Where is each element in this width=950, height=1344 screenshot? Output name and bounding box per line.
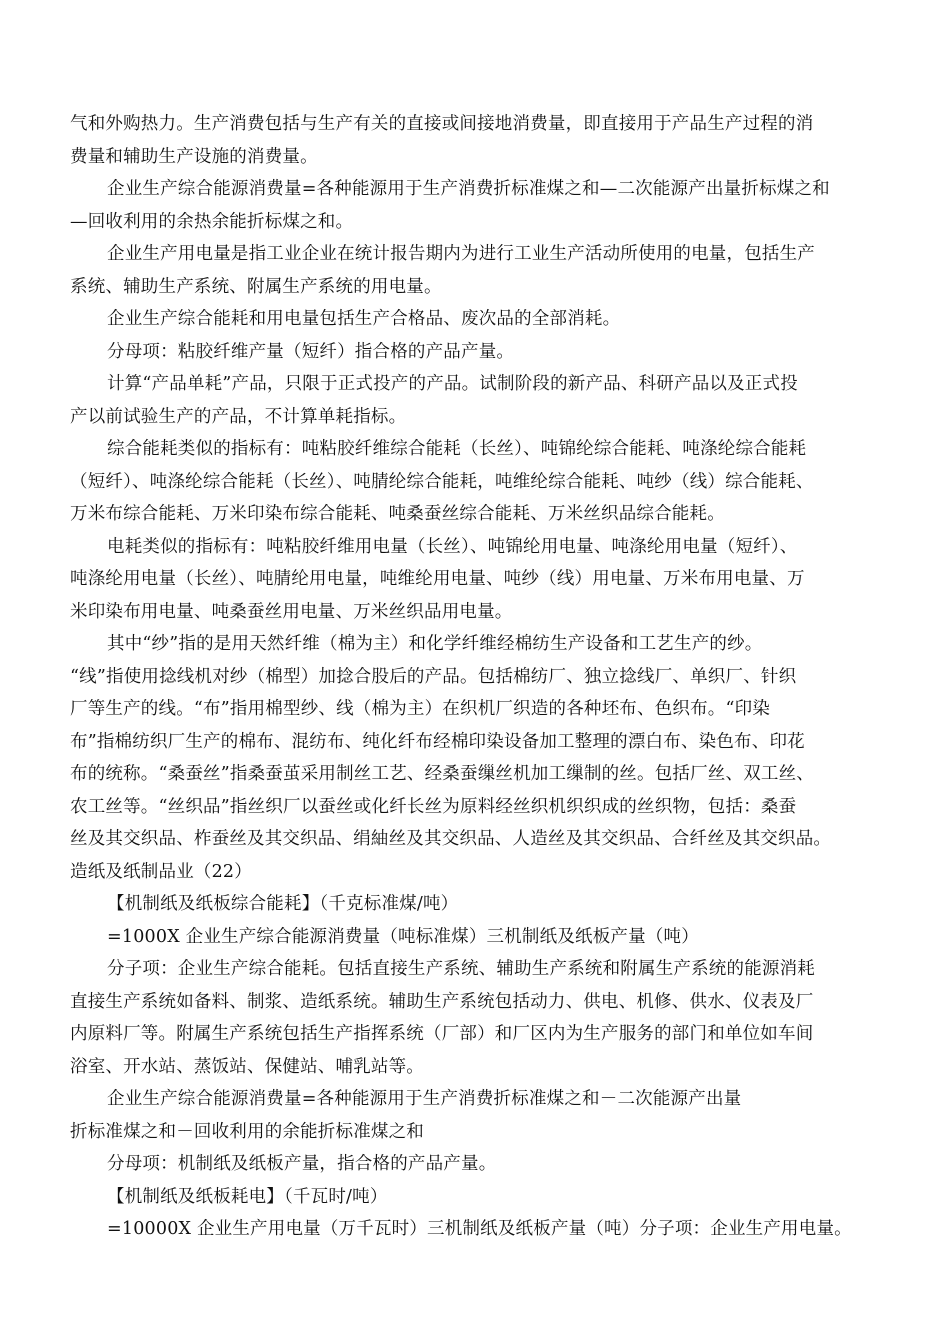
text-line: 厂等生产的线。“布”指用棉型纱、线（棉为主）在织机厂织造的各种坯布、色织布。“印染 xyxy=(70,699,771,719)
text-line: 布的统称。“桑蚕丝”指桑蚕茧采用制丝工艺、经桑蚕缫丝机加工缫制的丝。包括厂丝、双工丝、 xyxy=(70,764,814,784)
text-line: 农工丝等。“丝织品”指丝织厂以蚕丝或化纤长丝为原料经丝织机织织成的丝织物，包括：桑蚕 xyxy=(70,796,797,817)
text-line: 浴室、开水站、蒸饭站、保健站、哺乳站等。 xyxy=(70,1056,424,1077)
text-line: “线”指使用捻线机对纱（棉型）加捻合股后的产品。包括棉纺厂、独立捻线厂、单织厂、针织 xyxy=(70,666,797,687)
text-line: 内原料厂等。附属生产系统包括生产指挥系统（厂部）和厂区内为生产服务的部门和单位如车间 xyxy=(70,1024,814,1044)
text-line: 万米布综合能耗、万米印染布综合能耗、吨桑蚕丝综合能耗、万米丝织品综合能耗。 xyxy=(70,504,725,524)
text-line: 企业生产综合能源消费量=各种能源用于生产消费折标准煤之和—二次能源产出量折标煤之和 xyxy=(107,179,830,199)
text-line: 布”指棉纺织厂生产的棉布、混纺布、纯化纤布经棉印染设备加工整理的漂白布、染色布、印花 xyxy=(70,731,805,752)
text-line: 分母项：粘胶纤维产量（短纤）指合格的产品产量。 xyxy=(107,341,515,362)
formula: =10000X 企业生产用电量（万千瓦时）三机制纸及纸板产量（吨）分子项：企业生产用电量。 xyxy=(107,1219,852,1239)
text-line: 分子项：企业生产综合能耗。包括直接生产系统、辅助生产系统和附属生产系统的能源消耗 xyxy=(107,959,815,979)
text-line: 企业生产综合能耗和用电量包括生产合格品、废次品的全部消耗。 xyxy=(107,309,621,329)
body-text xyxy=(70,108,900,1246)
text-line: 综合能耗类似的指标有：吨粘胶纤维综合能耗（长丝）、吨锦纶综合能耗、吨涤纶综合能耗 xyxy=(107,439,807,459)
formula-title: 【机制纸及纸板耗电】（千瓦时/吨） xyxy=(107,1186,388,1207)
formula-title: 【机制纸及纸板综合能耗】（千克标准煤/吨） xyxy=(107,894,459,914)
formula: =1000X 企业生产综合能源消费量（吨标准煤）三机制纸及纸板产量（吨） xyxy=(107,926,699,947)
text-line: （短纤）、吨涤纶综合能耗（长丝）、吨腈纶综合能耗，吨维纶综合能耗、吨纱（线）综合能耗、 xyxy=(70,471,814,492)
text-line: 计算“产品单耗”产品，只限于正式投产的产品。试制阶段的新产品、科研产品以及正式投 xyxy=(107,374,798,394)
text-line: 费量和辅助生产设施的消费量。 xyxy=(70,146,318,167)
text-line: 产以前试验生产的产品，不计算单耗指标。 xyxy=(70,406,407,427)
text-line: 系统、辅助生产系统、附属生产系统的用电量。 xyxy=(70,276,442,297)
text-line: 气和外购热力。生产消费包括与生产有关的直接或间接地消费量，即直接用于产品生产过程的消 xyxy=(70,114,814,134)
text-line: 企业生产综合能源消费量=各种能源用于生产消费折标准煤之和－二次能源产出量 xyxy=(107,1089,742,1109)
text-line: —回收利用的余热余能折标煤之和。 xyxy=(70,211,354,232)
text-line: 直接生产系统如备料、制浆、造纸系统。辅助生产系统包括动力、供电、机修、供水、仪表及厂 xyxy=(70,991,814,1012)
text-line: 丝及其交织品、柞蚕丝及其交织品、绢紬丝及其交织品、人造丝及其交织品、合纤丝及其交织品。 xyxy=(70,829,832,849)
text-line: 企业生产用电量是指工业企业在统计报告期内为进行工业生产活动所使用的电量，包括生产 xyxy=(107,244,815,264)
text-line: 吨涤纶用电量（长丝）、吨腈纶用电量，吨维纶用电量、吨纱（线）用电量、万米布用电量、万 xyxy=(70,569,805,589)
section-heading: 造纸及纸制品业（22） xyxy=(70,861,252,882)
text-line: 电耗类似的指标有：吨粘胶纤维用电量（长丝）、吨锦纶用电量、吨涤纶用电量（短纤）、 xyxy=(107,536,798,557)
text-line: 其中“纱”指的是用天然纤维（棉为主）和化学纤维经棉纺生产设备和工艺生产的纱。 xyxy=(107,634,763,654)
text-line: 分母项：机制纸及纸板产量，指合格的产品产量。 xyxy=(107,1154,497,1174)
text-line: 折标准煤之和－回收利用的余能折标准煤之和 xyxy=(70,1121,424,1142)
text-line: 米印染布用电量、吨桑蚕丝用电量、万米丝织品用电量。 xyxy=(70,601,513,622)
